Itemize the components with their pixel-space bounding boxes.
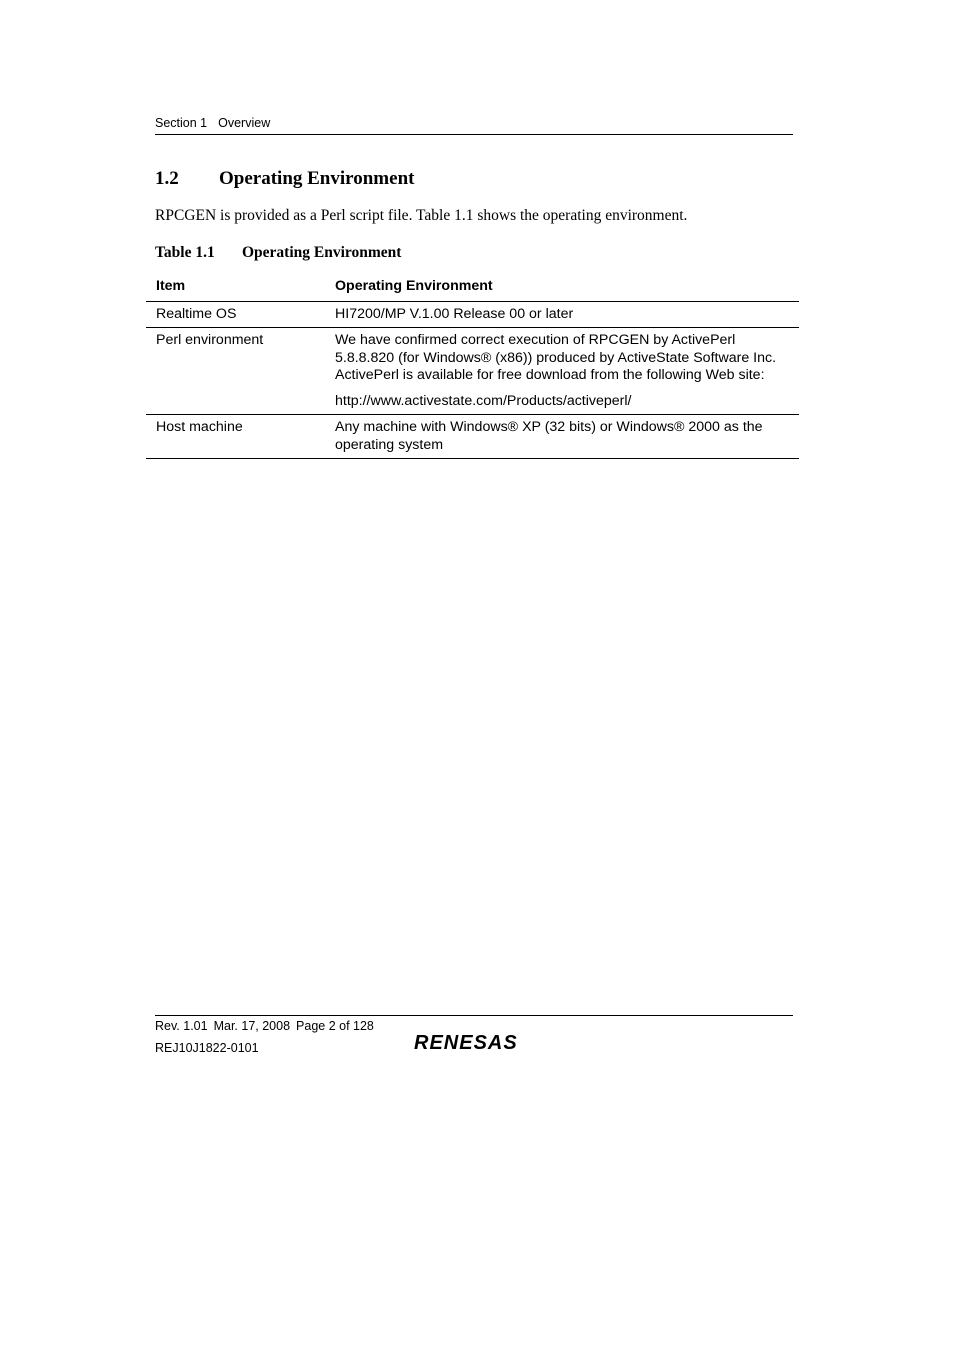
row-environment [325,328,799,415]
renesas-logo [414,1030,536,1054]
footer-rev: Rev. 1.01 [155,1019,208,1033]
row-item: Host machine [146,415,325,459]
row-environment: HI7200/MP V.1.00 Release 00 or later [325,301,799,328]
table-row [146,415,799,459]
activeperl-url: http://www.activestate.com/Products/activeperl/ [335,392,632,409]
page-header [155,116,793,135]
table-header-row [146,276,799,301]
section-heading [155,168,414,190]
table-row [146,328,799,415]
row-environment-text: We have confirmed correct execution of RPCGEN by ActivePerl 5.8.8.820 (for Windows® (x86)) produced by ActiveState Software Inc. ActivePerl is available for free download from the following Web site: [335,332,777,383]
heading-number: 1.2 [155,168,179,189]
footer-doc-number: REJ10J1822-0101 [155,1041,259,1055]
footer-date: Mar. 17, 2008 [213,1019,291,1033]
header-title: Overview [218,116,271,130]
operating-environment-table [146,276,799,459]
renesas-logo-text: RENESAS [414,1032,518,1054]
table-caption-number: Table 1.1 [155,244,215,261]
table-row [146,301,799,328]
row-item: Realtime OS [146,301,325,328]
table-caption [155,244,401,262]
row-environment: Any machine with Windows® XP (32 bits) or Windows® 2000 as the operating system [325,415,799,459]
column-header-item: Item [146,276,325,301]
header-section: Section 1 [155,116,208,130]
heading-title: Operating Environment [219,168,415,189]
column-header-environment: Operating Environment [325,276,799,301]
row-item: Perl environment [146,328,325,415]
intro-paragraph: RPCGEN is provided as a Perl script file. Table 1.1 shows the operating environment. [155,207,688,224]
table-caption-title: Operating Environment [242,244,402,261]
footer-page: Page 2 of 128 [296,1019,374,1033]
footer-revision-line [155,1019,380,1033]
